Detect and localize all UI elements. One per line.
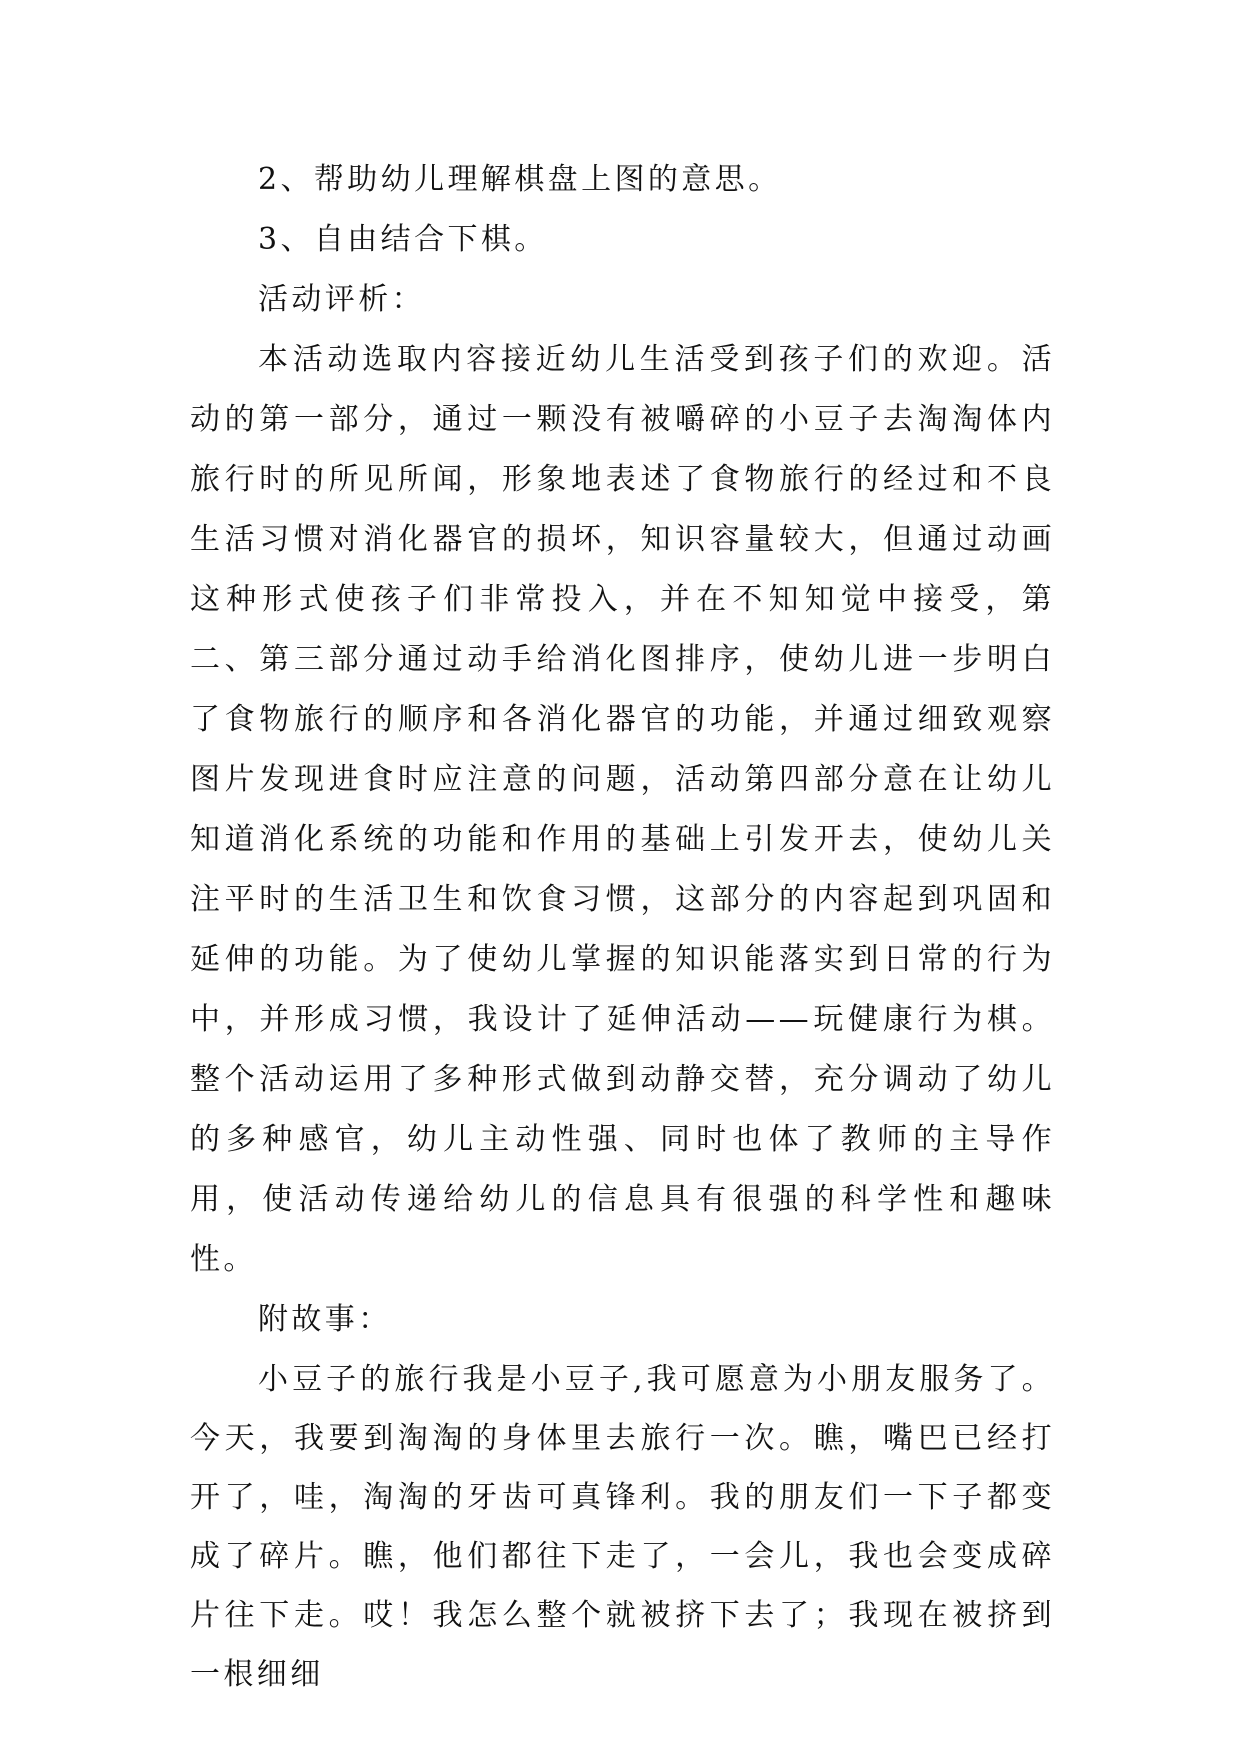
- story-paragraph: 小豆子的旅行我是小豆子,我可愿意为小朋友服务了。今天，我要到淘淘的身体里去旅行一次。瞧，嘴巴已经打开了，哇，淘淘的牙齿可真锋利。我的朋友们一下子都变成了碎片。瞧，他们都往下走了，一会儿，我也会变成碎片往下走。哎！我怎么整个就被挤下去了；我现在被挤到一根细细: [190, 1362, 1055, 1692]
- goal-item-2: 2、帮助幼儿理解棋盘上图的意思。: [258, 162, 782, 197]
- section-heading-analysis: 活动评析：: [258, 282, 425, 317]
- goal-item-3: 3、自由结合下棋。: [258, 222, 548, 257]
- analysis-paragraph: 本活动选取内容接近幼儿生活受到孩子们的欢迎。活动的第一部分，通过一颗没有被嚼碎的小豆子去淘淘体内旅行时的所见所闻，形象地表述了食物旅行的经过和不良生活习惯对消化器官的损坏，知识容量较大，但通过动画这种形式使孩子们非常投入，并在不知知觉中接受，第二、第三部分通过动手给消化图排序，使幼儿进一步明白了食物旅行的顺序和各消化器官的功能，并通过细致观察图片发现进食时应注意的问题，活动第四部分意在让幼儿知道消化系统的功能和作用的基础上引发开去，使幼儿关注平时的生活卫生和饮食习惯，这部分的内容起到巩固和延伸的功能。为了使幼儿掌握的知识能落实到日常的行为中，并形成习惯，我设计了延伸活动——玩健康行为棋。整个活动运用了多种形式做到动静交替，充分调动了幼儿的多种感官，幼儿主动性强、同时也体了教师的主导作用，使活动传递给幼儿的信息具有很强的科学性和趣味性。: [190, 342, 1055, 1277]
- section-heading-story: 附故事：: [258, 1302, 392, 1337]
